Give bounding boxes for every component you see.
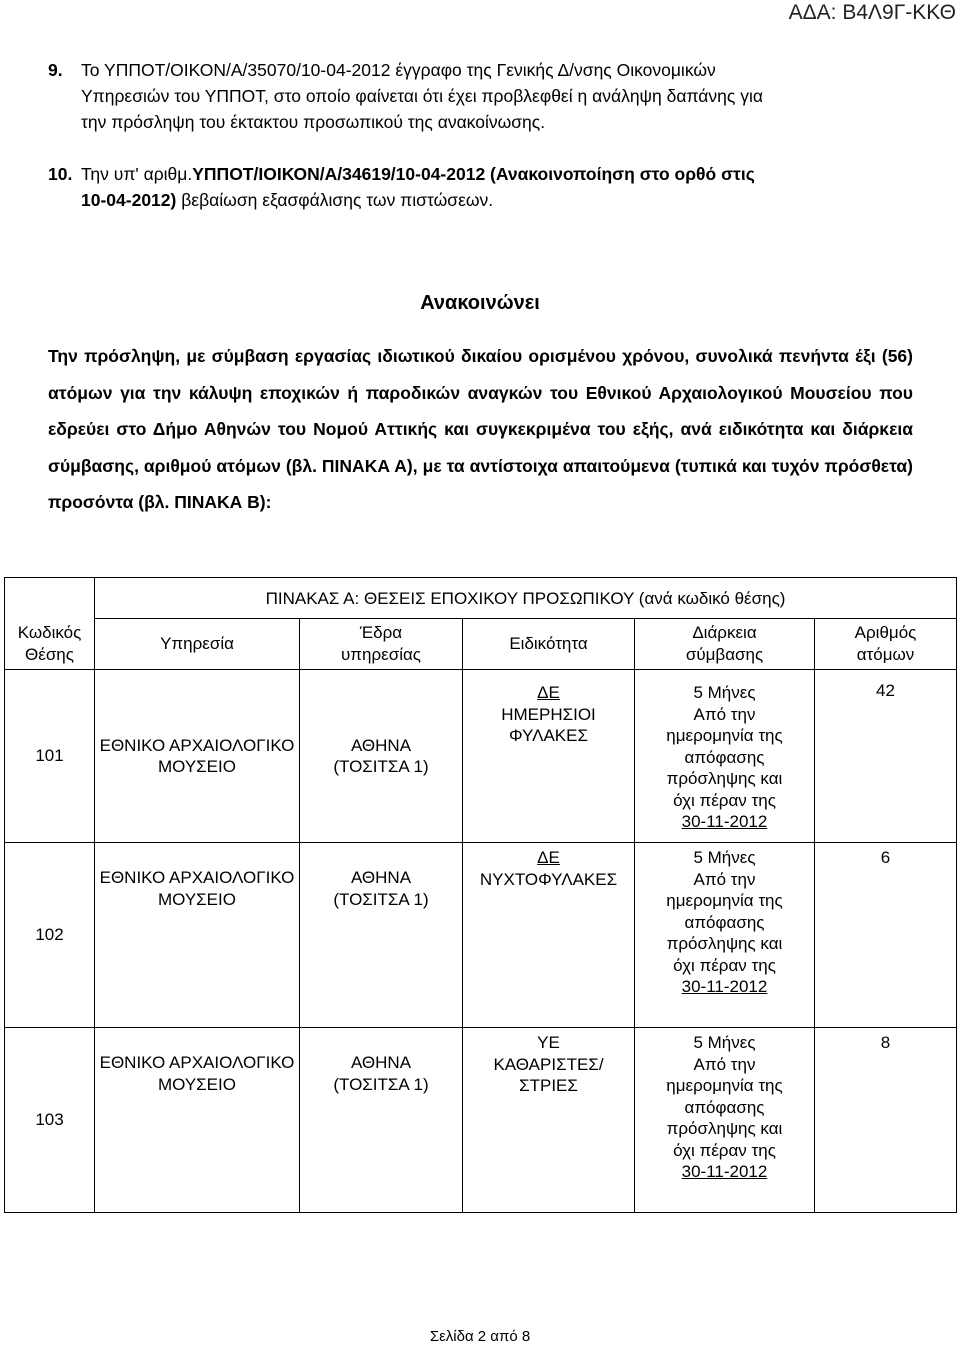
cell-duration: 5 Μήνες Από την ημερομηνία της απόφασης πρόσληψης και όχι πέραν της 30-11-2012 bbox=[635, 843, 815, 1028]
cell-service: ΕΘΝΙΚΟ ΑΡΧΑΙΟΛΟΓΙΚΟ ΜΟΥΣΕΙΟ bbox=[95, 670, 300, 843]
header-specialty: Ειδικότητα bbox=[463, 619, 635, 670]
header-service: Υπηρεσία bbox=[95, 619, 300, 670]
table-row bbox=[5, 843, 957, 1028]
cell-count: 42 bbox=[815, 670, 957, 843]
item-line: βεβαίωση εξασφάλισης των πιστώσεων. bbox=[176, 190, 494, 210]
cell-seat: ΑΘΗΝΑ (ΤΟΣΙΤΣΑ 1) bbox=[300, 670, 463, 843]
cell-service: ΕΘΝΙΚΟ ΑΡΧΑΙΟΛΟΓΙΚΟ ΜΟΥΣΕΙΟ bbox=[95, 1028, 300, 1213]
item-line: την πρόσληψη του έκτακτου προσωπικού της ανακοίνωσης. bbox=[81, 112, 546, 132]
cell-count: 8 bbox=[815, 1028, 957, 1213]
item-prefix: Την υπ' αριθμ. bbox=[81, 164, 193, 184]
table-row bbox=[5, 670, 957, 843]
cell-code: 103 bbox=[5, 1028, 95, 1213]
item-number: 9. bbox=[48, 60, 63, 80]
header-count: Αριθμός ατόμων bbox=[815, 619, 957, 670]
cell-service: ΕΘΝΙΚΟ ΑΡΧΑΙΟΛΟΓΙΚΟ ΜΟΥΣΕΙΟ bbox=[95, 843, 300, 1028]
item-reference: ΥΠΠΟΤ/ΙΟΙΚΟΝ/Α/34619/10-04-2012 (Ανακοινοποίηση στο ορθό στις bbox=[192, 164, 755, 184]
cell-specialty: ΔΕ ΝΥΧΤΟΦΥΛΑΚΕΣ bbox=[463, 843, 635, 1028]
table-title: ΠΙΝΑΚΑΣ Α: ΘΕΣΕΙΣ ΕΠΟΧΙΚΟΥ ΠΡΟΣΩΠΙΚΟΥ (ανά κωδικό θέσης) bbox=[95, 578, 957, 619]
announce-text: Την πρόσληψη, με σύμβαση εργασίας ιδιωτικού δικαίου ορισμένου χρόνου, συνολικά πενήντα έξι (56) ατόμων για την κάλυψη εποχικών ή παροδικών αναγκών του Εθνικού Αρχαιολογικού Μουσείου που εδρεύει στο Δήμο Αθηνών του Νομού Αττικής και συγκεκριμένα του εξής, ανά ειδικότητα και διάρκεια σύμβασης, αριθμού ατόμων (βλ. ΠΙΝΑΚΑ Α), με τα αντίστοιχα απαιτούμενα (τυπικά και τυχόν πρόσθετα) προσόντα (βλ. ΠΙΝΑΚΑ Β): bbox=[48, 346, 913, 512]
item-number: 10. bbox=[48, 164, 73, 184]
header-seat: Έδρα υπηρεσίας bbox=[300, 619, 463, 670]
item-10 bbox=[48, 161, 918, 213]
header-duration: Διάρκεια σύμβασης bbox=[635, 619, 815, 670]
table-header-row bbox=[5, 619, 957, 670]
page-footer: Σελίδα 2 από 8 bbox=[429, 1328, 531, 1345]
item-date: 10-04-2012) bbox=[81, 190, 177, 210]
cell-count: 6 bbox=[815, 843, 957, 1028]
cell-code: 101 bbox=[5, 670, 95, 843]
cell-code: 102 bbox=[5, 843, 95, 1028]
header-code: Κωδικός Θέσης bbox=[5, 619, 95, 670]
ada-code: ΑΔΑ: Β4Λ9Γ-ΚΚΘ bbox=[788, 1, 956, 24]
item-line: Το ΥΠΠΟΤ/ΟΙΚΟΝ/Α/35070/10-04-2012 έγγραφο της Γενικής Δ/νσης Οικονομικών bbox=[81, 60, 716, 80]
cell-duration: 5 Μήνες Από την ημερομηνία της απόφασης πρόσληψης και όχι πέραν της 30-11-2012 bbox=[635, 670, 815, 843]
cell-specialty: ΔΕ ΗΜΕΡΗΣΙΟΙ ΦΥΛΑΚΕΣ bbox=[463, 670, 635, 843]
item-line: Υπηρεσιών του ΥΠΠΟΤ, στο οποίο φαίνεται ότι έχει προβλεφθεί η ανάληψη δαπάνης για bbox=[81, 86, 763, 106]
table-title-row bbox=[5, 578, 957, 619]
positions-table bbox=[4, 577, 957, 1213]
cell-seat: ΑΘΗΝΑ (ΤΟΣΙΤΣΑ 1) bbox=[300, 1028, 463, 1213]
table-row bbox=[5, 1028, 957, 1213]
cell-duration: 5 Μήνες Από την ημερομηνία της απόφασης πρόσληψης και όχι πέραν της 30-11-2012 bbox=[635, 1028, 815, 1213]
announce-heading: Ανακοινώνει bbox=[420, 292, 540, 314]
item-9 bbox=[48, 57, 918, 135]
cell-specialty: ΥΕ ΚΑΘΑΡΙΣΤΕΣ/ ΣΤΡΙΕΣ bbox=[463, 1028, 635, 1213]
cell-seat: ΑΘΗΝΑ (ΤΟΣΙΤΣΑ 1) bbox=[300, 843, 463, 1028]
